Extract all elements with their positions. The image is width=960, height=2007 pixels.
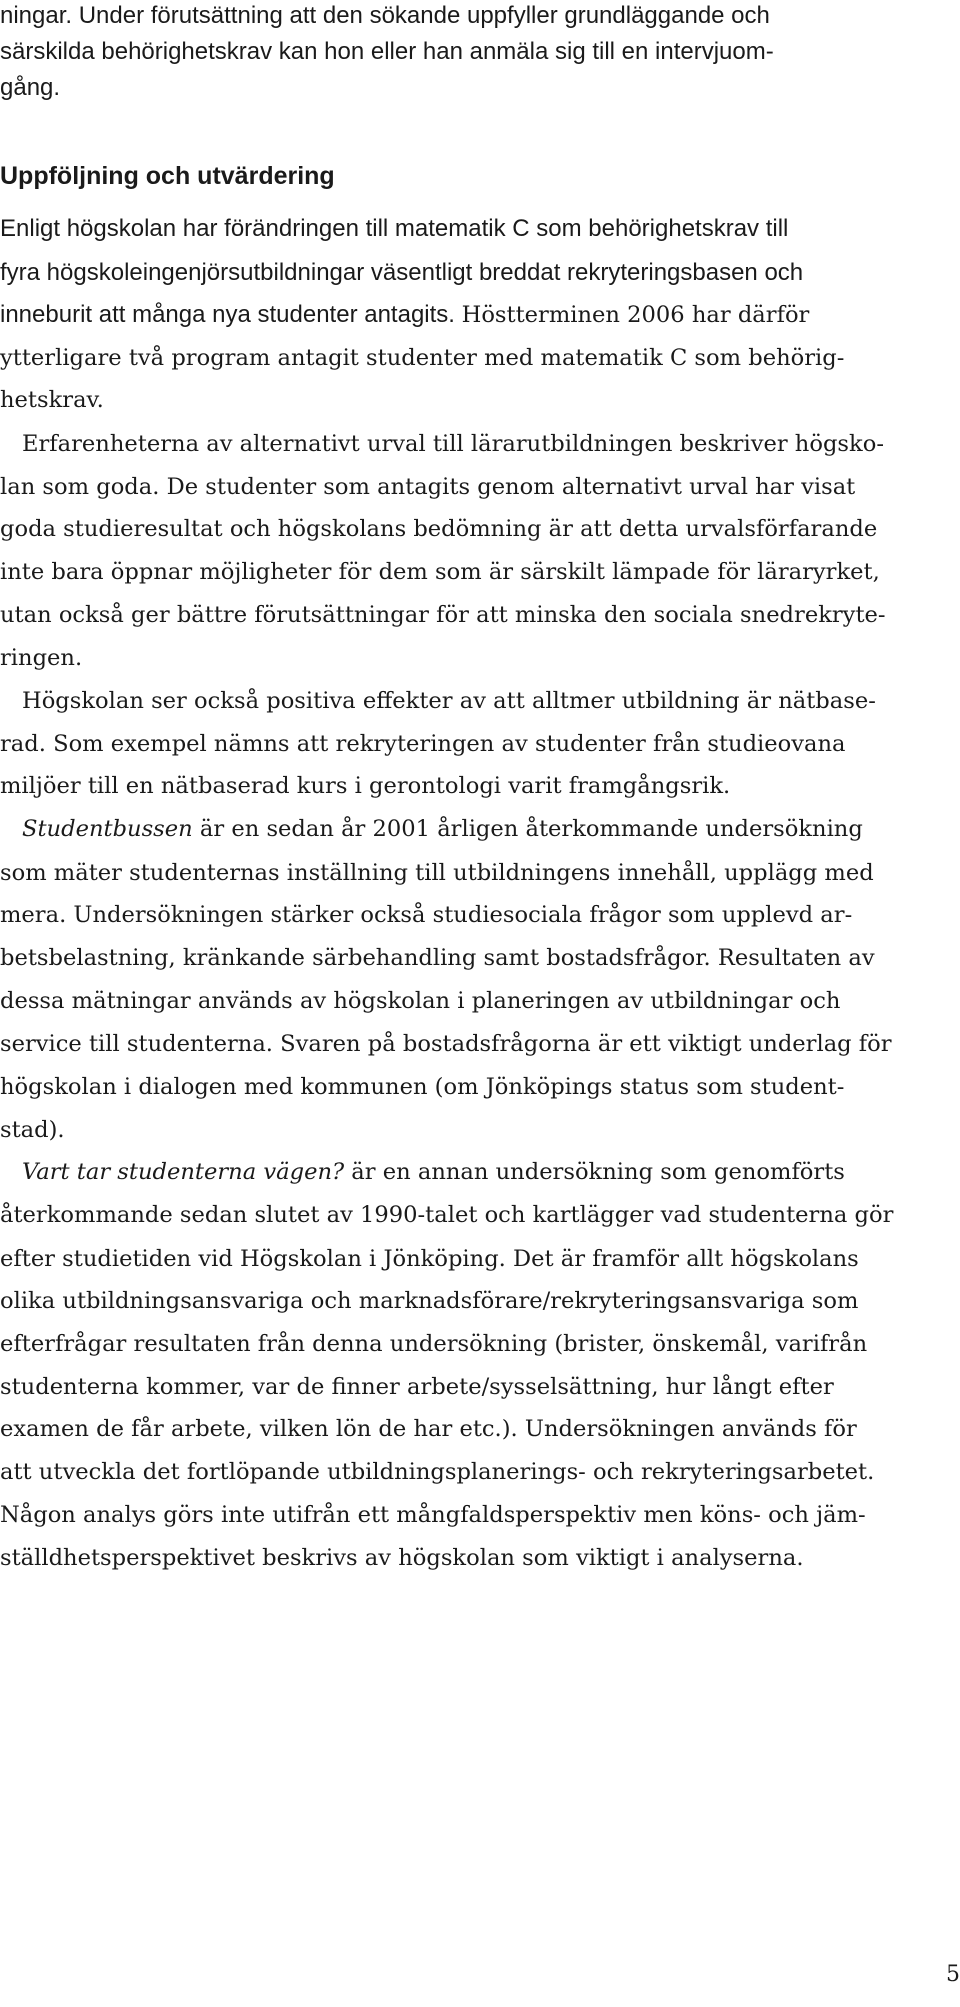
text-line: miljöer till en nätbaserad kurs i gerontologi varit framgångsrik. — [0, 773, 731, 799]
text-segment: inneburit att många nya studenter antagits. — [0, 301, 462, 328]
text-segment: Höstterminen 2006 har därför — [461, 302, 810, 328]
text-segment: är en annan undersökning som genomförts — [344, 1159, 845, 1185]
text-line: olika utbildningsansvariga och marknadsförare/rekryteringsansvariga som — [0, 1288, 859, 1314]
text-line: betsbelastning, kränkande särbehandling samt bostadsfrågor. Resultaten av — [0, 945, 875, 971]
text-line: Erfarenheterna av alternativt urval till lärarutbildningen beskriver högsko- — [22, 431, 884, 457]
text-line: stad). — [0, 1117, 65, 1143]
section-heading: Uppföljning och utvärdering — [0, 162, 335, 190]
page-number: 5 — [946, 1962, 960, 1987]
text-line: lan som goda. De studenter som antagits genom alternativt urval har visat — [0, 474, 856, 500]
text-line: som mäter studenternas inställning till utbildningens innehåll, upplägg med — [0, 860, 874, 886]
text-line: hetskrav. — [0, 387, 104, 413]
text-line: att utveckla det fortlöpande utbildningsplanerings- och rekryteringsarbetet. — [0, 1459, 875, 1485]
text-segment: är en sedan år 2001 årligen återkommande undersökning — [192, 816, 863, 842]
text-line — [0, 303, 809, 327]
text-line: ytterligare två program antagit studenter med matematik C som behörig- — [0, 345, 845, 371]
text-line: återkommande sedan slutet av 1990-talet och kartlägger vad studenterna gör — [0, 1202, 894, 1228]
text-line: Högskolan ser också positiva effekter av att alltmer utbildning är nätbase- — [22, 688, 876, 714]
text-line: högskolan i dialogen med kommunen (om Jönköpings status som student- — [0, 1074, 845, 1100]
text-line: ställdhetsperspektivet beskrivs av högskolan som viktigt i analyserna. — [0, 1545, 804, 1571]
text-line: särskilda behörighetskrav kan hon eller han anmäla sig till en intervjuom- — [0, 38, 774, 65]
text-line: ningar. Under förutsättning att den sökande uppfyller grundläggande och — [0, 2, 770, 29]
text-line: mera. Undersökningen stärker också studiesociala frågor som upplevd ar- — [0, 902, 853, 928]
text-line: examen de får arbete, vilken lön de har etc.). Undersökningen används för — [0, 1416, 857, 1442]
report-title: Studentbussen — [22, 816, 193, 842]
text-line: service till studenterna. Svaren på bostadsfrågorna är ett viktigt underlag för — [0, 1031, 892, 1057]
text-line: gång. — [0, 74, 61, 101]
report-title: Vart tar studenterna vägen? — [22, 1159, 345, 1185]
text-line: efterfrågar resultaten från denna undersökning (brister, önskemål, varifrån — [0, 1331, 868, 1357]
text-line: Någon analys görs inte utifrån ett mångfaldsperspektiv men köns- och jäm- — [0, 1502, 866, 1528]
text-line: utan också ger bättre förutsättningar för att minska den sociala snedrekryte- — [0, 602, 886, 628]
text-line: Enligt högskolan har förändringen till matematik C som behörighetskrav till — [0, 215, 789, 242]
text-line: efter studietiden vid Högskolan i Jönköping. Det är framför allt högskolans — [0, 1246, 859, 1272]
text-line — [22, 1161, 845, 1184]
text-line: rad. Som exempel nämns att rekryteringen av studenter från studieovana — [0, 731, 846, 757]
text-line: goda studieresultat och högskolans bedömning är att detta urvalsförfarande — [0, 516, 878, 542]
text-line: studenterna kommer, var de finner arbete/sysselsättning, hur långt efter — [0, 1374, 834, 1400]
text-line — [22, 818, 863, 841]
text-line: dessa mätningar används av högskolan i planeringen av utbildningar och — [0, 988, 841, 1014]
text-line: inte bara öppnar möjligheter för dem som är särskilt lämpade för läraryrket, — [0, 559, 880, 585]
text-line: ringen. — [0, 645, 83, 671]
text-line: fyra högskoleingenjörsutbildningar väsentligt breddat rekryteringsbasen och — [0, 259, 804, 286]
